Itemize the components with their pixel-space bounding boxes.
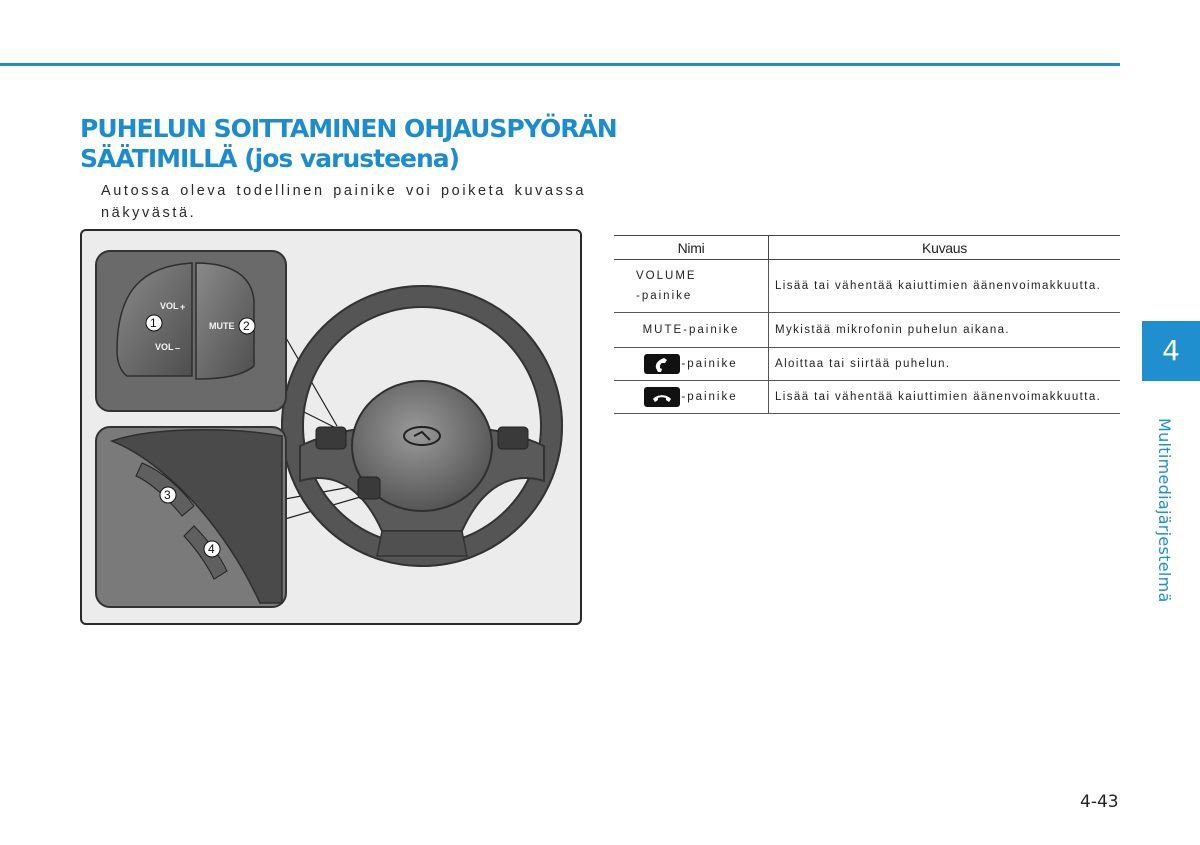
phone-end-icon [644, 387, 680, 407]
controls-table [614, 235, 1120, 414]
minus-icon: – [175, 343, 181, 353]
intro-note: Autossa oleva todellinen painike voi poiketa kuvassa näkyvästä. [101, 183, 586, 221]
row-description: Mykistää mikrofonin puhelun aikana. [769, 313, 1121, 348]
section-title [80, 114, 617, 174]
phone-call-icon [644, 354, 680, 374]
row-name [614, 348, 769, 381]
chapter-title: Multimediajärjestelmä [1155, 418, 1174, 603]
mute-label: MUTE [209, 321, 235, 331]
row-name: MUTE-painike [614, 313, 769, 348]
row-name-line2: -painike [636, 290, 693, 302]
inset-call-buttons [96, 427, 286, 607]
table-header-row [614, 236, 1120, 260]
steering-wheel-illustration [82, 231, 580, 623]
table-row [614, 348, 1120, 381]
row-name-suffix: -painike [681, 358, 738, 371]
table-row [614, 381, 1120, 414]
callout-4: 4 [208, 542, 215, 556]
chapter-tab: 4 [1142, 321, 1200, 381]
row-description: Aloittaa tai siirtää puhelun. [769, 348, 1121, 381]
table-row [614, 313, 1120, 348]
header-name: Nimi [614, 236, 769, 260]
section-title-line1: PUHELUN SOITTAMINEN OHJAUSPYÖRÄN [80, 114, 617, 143]
callout-3: 3 [164, 488, 171, 502]
callout-2: 2 [243, 319, 250, 333]
top-rule [0, 63, 1120, 66]
inset-volume-mute [96, 251, 286, 411]
steering-wheel-figure [80, 229, 582, 625]
page-number: 4-43 [1080, 792, 1119, 812]
vol-up-label: VOL [160, 301, 179, 311]
steering-wheel [282, 286, 562, 566]
callout-1: 1 [150, 316, 157, 330]
row-name [614, 381, 769, 414]
row-name [614, 260, 769, 313]
table-row [614, 260, 1120, 313]
section-title-line2: SÄÄTIMILLÄ (jos varusteena) [80, 144, 460, 173]
row-name-line1: VOLUME [636, 270, 697, 282]
row-description: Lisää tai vähentää kaiuttimien äänenvoimakkuutta. [769, 260, 1121, 313]
vol-down-label: VOL [155, 342, 174, 352]
row-name-suffix: -painike [681, 391, 738, 404]
row-description: Lisää tai vähentää kaiuttimien äänenvoimakkuutta. [769, 381, 1121, 414]
header-description: Kuvaus [769, 236, 1121, 260]
plus-icon: + [180, 302, 186, 312]
